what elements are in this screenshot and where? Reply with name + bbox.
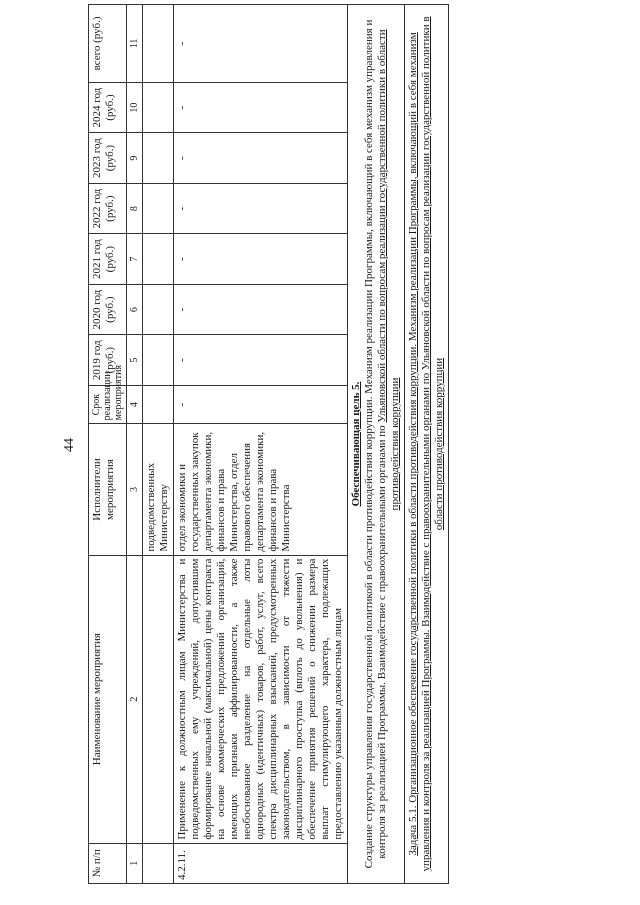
task-row — [405, 5, 449, 884]
rotated-table-wrapper — [88, 4, 640, 884]
task-text: Задача 5.1. Организационное обеспечение государственной политики в области противодействия коррупции. Механизм реализации Программы, включающий в себя механизм управления и контроля за реализацией Программы. Взаимодействие с правоохранительными органами по Ульяновской области по вопросам реализации государственной политики в области противодействия коррупции — [405, 5, 449, 884]
goal-text — [363, 8, 402, 880]
col-header-term: Срок реализации мероприятия — [89, 385, 127, 423]
row-value-2022: - — [174, 183, 348, 234]
col-num-3: 3 — [127, 424, 143, 555]
col-header-2021: 2021 год (руб.) — [89, 234, 127, 285]
col-num-8: 8 — [127, 183, 143, 234]
col-num-9: 9 — [127, 133, 143, 184]
col-header-2023: 2023 год (руб.) — [89, 133, 127, 184]
col-num-2: 2 — [127, 555, 143, 843]
col-num-4: 4 — [127, 385, 143, 423]
col-num-11: 11 — [127, 5, 143, 83]
header-row — [89, 5, 127, 884]
col-header-2019: 2019 год (руб.) — [89, 335, 127, 386]
row-value-2021: - — [174, 234, 348, 285]
col-header-2020: 2020 год (руб.) — [89, 284, 127, 335]
col-num-5: 5 — [127, 335, 143, 386]
row-executor: отдел экономики и государственных закупок департамента экономики, финансов и права Министерства, отдел правового обеспечения департамента экономики, финансов и права Министерства — [174, 424, 348, 555]
row-number: 4.2.11. — [174, 843, 348, 883]
col-num-10: 10 — [127, 82, 143, 133]
row-value-2023: - — [174, 133, 348, 184]
row-value-2019: - — [174, 335, 348, 386]
goal-text-underlined: Ульяновской области по вопросам реализации государственной политики в области противодействия коррупции — [376, 29, 401, 511]
col-num-1: 1 — [127, 843, 143, 883]
row-term: - — [174, 385, 348, 423]
row-measure-name: Применение к должностным лицам Министерства и подведомственных ему учреждений, допустившим формирование начальной (максимальной) цены контракта на основе коммерческих предложений организаций, имеющих признаки аффилированности, а также необоснованное разделение на отдельные лоты однородных (идентичных) товаров, работ, услуг, всего спектра дисциплинарных взысканий, предусмотренных законодательством, в зависимости от тяжести дисциплинарного проступка (вплоть до увольнения) и обеспечение принятия решений о снижении размера выплат стимулирующего характера, подлежащих предоставлению указанным должностным лицам — [174, 555, 348, 843]
table-row — [174, 5, 348, 884]
col-num-7: 7 — [127, 234, 143, 285]
row-executor: подведомственных Министерству — [143, 424, 174, 555]
page-number: 44 — [62, 438, 77, 452]
col-header-name: Наименование мероприятия — [89, 555, 127, 843]
col-header-number: № п/п — [89, 843, 127, 883]
goal-row — [348, 5, 405, 884]
goal-title: Обеспечивающая цель 5. — [350, 381, 362, 507]
row-value-total: - — [174, 5, 348, 83]
measures-table — [88, 4, 449, 884]
col-header-total: всего (руб.) — [89, 5, 127, 83]
table-row — [143, 5, 174, 884]
row-value-2020: - — [174, 284, 348, 335]
row-value-2024: - — [174, 82, 348, 133]
col-header-2024: 2024 год (руб.) — [89, 82, 127, 133]
column-numbers-row — [127, 5, 143, 884]
col-header-executor: Исполнители мероприятия — [89, 424, 127, 555]
col-num-6: 6 — [127, 284, 143, 335]
col-header-2022: 2022 год (руб.) — [89, 183, 127, 234]
goal-text-plain: Создание структуры управления государственной политикой в области противодействия коррупции. Механизм реализации Программы, включающий в себя механизм управления и контроля за реализацией Программы. Взаимодействие с правоохранительными органами по — [363, 19, 388, 869]
